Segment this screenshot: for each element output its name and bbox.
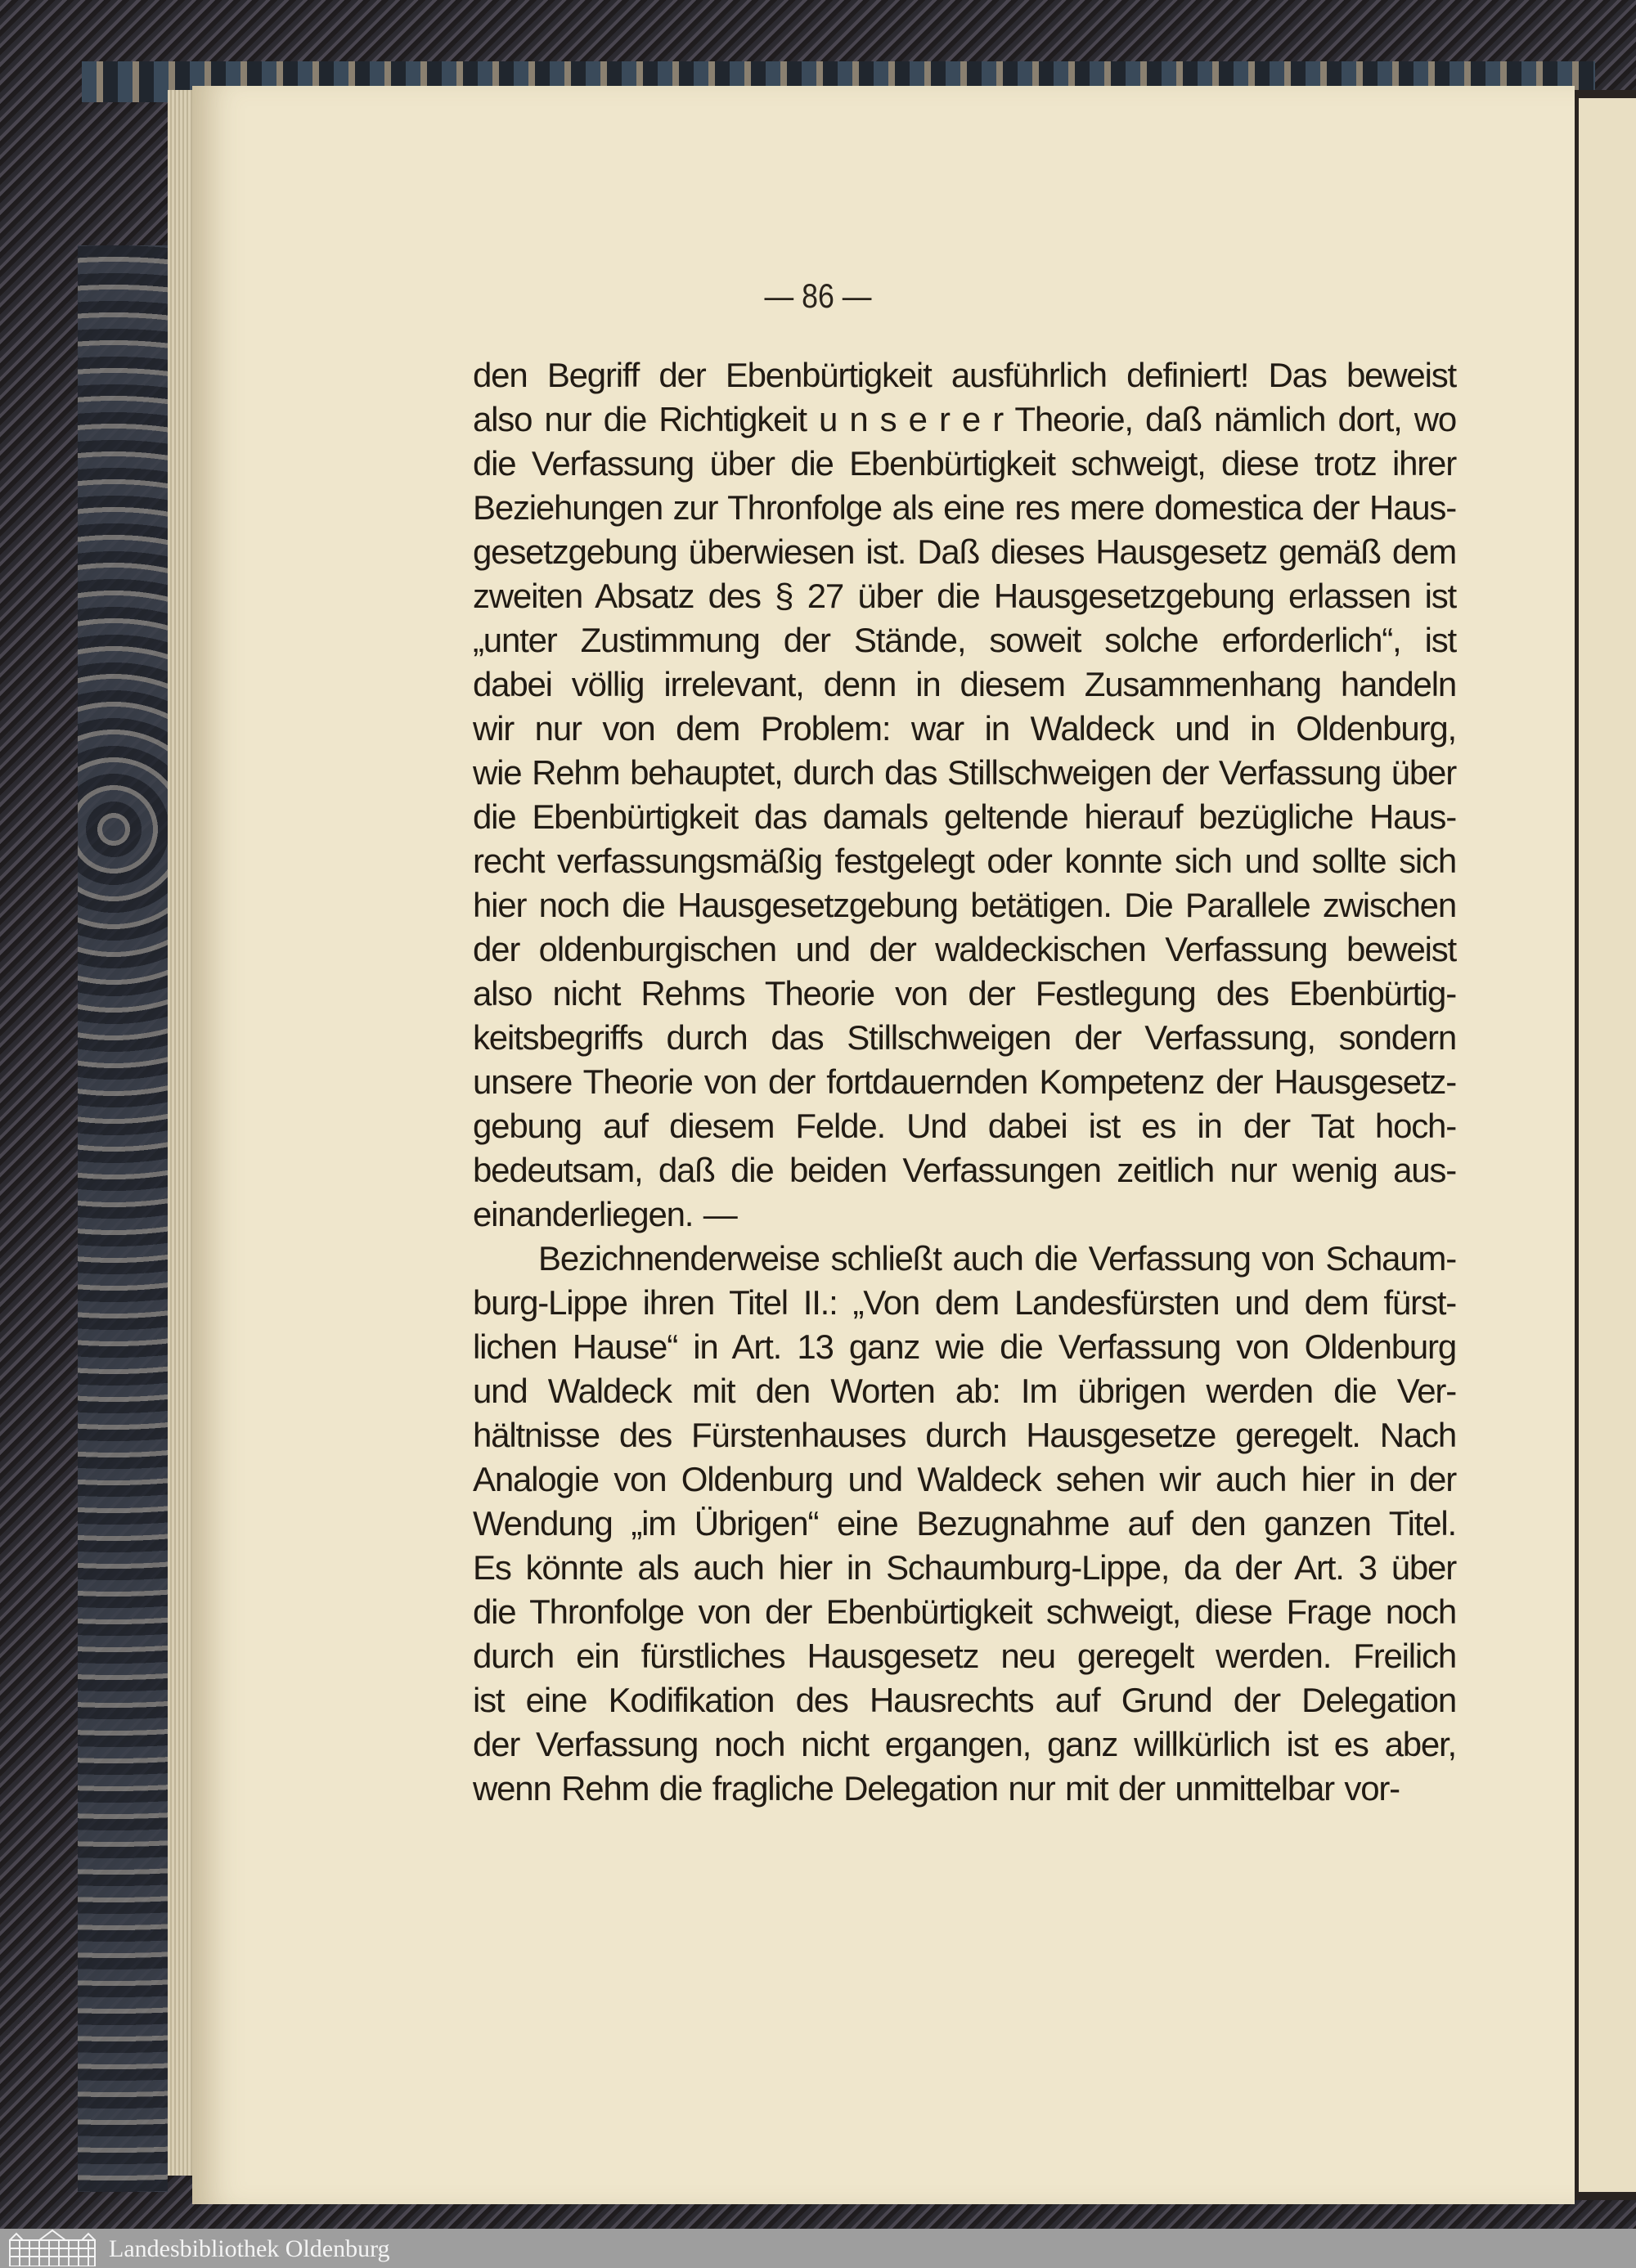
text-line: also nur die Richtigkeit u n s e r e r Theorie, daß nämlich dort, wo	[473, 400, 1456, 438]
marbled-endpaper	[78, 245, 168, 2192]
text-line: gebung auf diesem Felde. Und dabei ist es in der Tat hoch-	[473, 1107, 1456, 1145]
text-line: gesetzgebung überwiesen ist. Daß dieses Hausgesetz gemäß dem	[473, 532, 1456, 571]
text-line: wie Rehm behauptet, durch das Stillschweigen der Verfassung über	[473, 753, 1456, 792]
text-line: unsere Theorie von der fortdauernden Kompetenz der Hausgesetz-	[473, 1062, 1456, 1101]
text-line: der oldenburgischen und der waldeckischen Verfassung beweist	[473, 930, 1456, 968]
text-line: der Verfassung noch nicht ergangen, ganz willkürlich ist es aber,	[473, 1725, 1456, 1763]
text-line: dabei völlig irrelevant, denn in diesem Zusammenhang handeln	[473, 665, 1456, 703]
text-line: den Begriff der Ebenbürtigkeit ausführlich definiert! Das beweist	[473, 356, 1456, 394]
text-line: wir nur von dem Problem: war in Waldeck und in Oldenburg,	[473, 709, 1456, 748]
text-line: Es könnte als auch hier in Schaumburg-Lippe, da der Art. 3 über	[473, 1548, 1456, 1587]
footer-bar	[0, 2229, 1636, 2268]
library-building-logo	[7, 2229, 98, 2266]
text-line: Wendung „im Übrigen“ eine Bezugnahme auf den ganzen Titel.	[473, 1504, 1456, 1543]
text-line: die Verfassung über die Ebenbürtigkeit schweigt, diese trotz ihrer	[473, 444, 1456, 483]
text-line: ist eine Kodifikation des Hausrechts auf Grund der Delegation	[473, 1681, 1456, 1719]
text-line: die Ebenbürtigkeit das damals geltende hierauf bezügliche Haus-	[473, 797, 1456, 836]
text-line: Beziehungen zur Thronfolge als eine res mere domestica der Haus-	[473, 488, 1456, 527]
text-line: keitsbegriffs durch das Stillschweigen der Verfassung, sondern	[473, 1018, 1456, 1057]
page-number: — 86 —	[764, 276, 872, 315]
text-line: „unter Zustimmung der Stände, soweit solche erforderlich“, ist	[473, 621, 1456, 659]
text-line: wenn Rehm die fragliche Delegation nur mit der unmittelbar vor-	[473, 1769, 1400, 1808]
library-name: Landesbibliothek Oldenburg	[109, 2235, 390, 2262]
text-line: Bezichnenderweise schließt auch die Verfassung von Schaum-	[538, 1239, 1456, 1278]
facing-page-edge	[1579, 98, 1636, 2192]
text-line: die Thronfolge von der Ebenbürtigkeit schweigt, diese Frage noch	[473, 1592, 1456, 1631]
text-line: lichen Hause“ in Art. 13 ganz wie die Verfassung von Oldenburg	[473, 1327, 1456, 1366]
text-line: und Waldeck mit den Worten ab: Im übrigen werden die Ver-	[473, 1372, 1456, 1410]
body-text	[473, 353, 1456, 1811]
text-line: hältnisse des Fürstenhauses durch Hausgesetze geregelt. Nach	[473, 1416, 1456, 1454]
text-line: also nicht Rehms Theorie von der Festlegung des Ebenbürtig-	[473, 974, 1456, 1013]
text-line: durch ein fürstliches Hausgesetz neu geregelt werden. Freilich	[473, 1637, 1456, 1675]
text-line: Analogie von Oldenburg und Waldeck sehen wir auch hier in der	[473, 1460, 1456, 1498]
text-line: einanderliegen. —	[473, 1195, 737, 1233]
text-line: recht verfassungsmäßig festgelegt oder konnte sich und sollte sich	[473, 842, 1456, 880]
text-line: bedeutsam, daß die beiden Verfassungen zeitlich nur wenig aus-	[473, 1151, 1456, 1189]
text-line: hier noch die Hausgesetzgebung betätigen. Die Parallele zwischen	[473, 886, 1456, 924]
text-line: burg-Lippe ihren Titel II.: „Von dem Landesfürsten und dem fürst-	[473, 1283, 1456, 1322]
text-line: zweiten Absatz des § 27 über die Hausgesetzgebung erlassen ist	[473, 577, 1456, 615]
